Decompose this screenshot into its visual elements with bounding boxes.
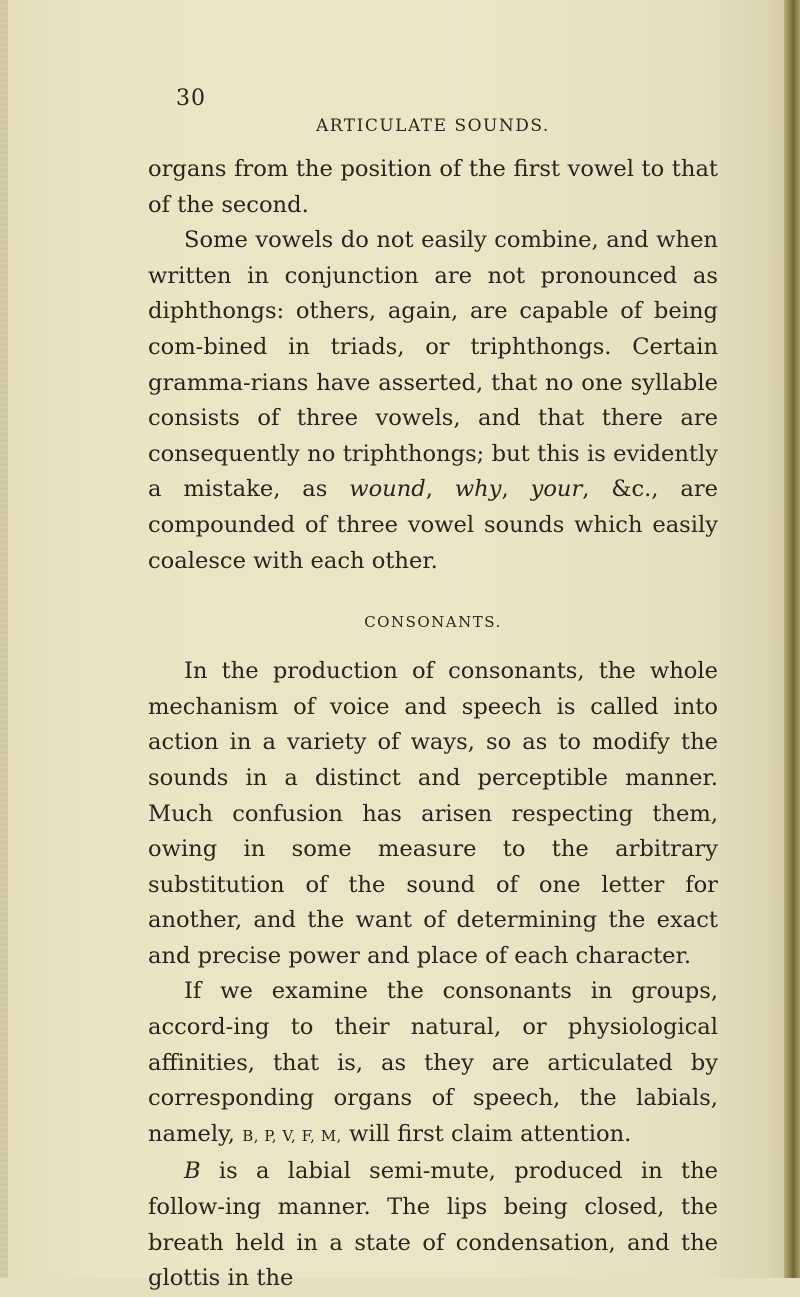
body-text [148,152,718,1297]
letter-b: B [184,1158,201,1185]
paragraph-groups [148,974,718,1154]
paragraph-vowels-text: Some vowels do not easily combine, and when written in conjunction are not pronounced as diphthongs: others, again, are capable of being com-bined in triads, or triphthongs. Certain gramma-rians have asserted, that no one syllable consists of three vowels, and that there are consequently no triphthongs; but this is evidently a mistake, as [148,227,718,503]
labial-letters: B, P, V, F, M, [242,1126,342,1145]
running-title: ARTICULATE SOUNDS. [316,116,550,136]
paragraph-continuation: organs from the position of the first vowel to that of the second. [148,156,718,218]
paragraph-groups-text: If we examine the consonants in groups, accord-ing to their natural, or physiological affinities, that is, as they are articulated by corresponding organs of speech, the labials, namely, [148,978,718,1147]
example-word-wound: wound [349,476,426,503]
page-fore-edge [784,0,800,1278]
paragraph-b-text: is a labial semi-mute, produced in the follow-ing manner. The lips being closed, the breath held in a state of condensation, and the glottis in the [148,1158,718,1292]
page-gutter-edge [0,0,8,1278]
example-word-why: why [454,476,502,503]
paragraph-vowels-end: , &c., are compounded of three vowel sounds which easily coalesce with each other. [148,476,718,574]
paragraph-b [148,1154,718,1296]
page-number: 30 [176,86,206,111]
section-heading: CONSONANTS. [364,613,502,632]
example-word-your: your [530,476,583,503]
paragraph-groups-end: will first claim attention. [349,1120,632,1147]
paragraph-vowels: Some vowels do not easily combine, and when written in conjunction are not pronounced as diphthongs: others, again, are capable of being com-bined in triads, or triphthongs. Certain gramma-rians have asserted, that no one syllable consists of three vowels, and that there are consequently no triphthongs; but this is evidently a mistake, as wound, why, your, &c., are compounded of three vowel sounds which easily coalesce with each other. [148,227,718,574]
running-header [0,86,800,136]
paragraph-consonants: In the production of consonants, the whole mechanism of voice and speech is called into action in a variety of ways, so as to modify the sounds in a distinct and perceptible manner. Much confusion has arisen respecting them, owing in some measure to the arbitrary substitution of the sound of one letter for another, and the want of determining the exact and precise power and place of each character. [148,658,718,969]
